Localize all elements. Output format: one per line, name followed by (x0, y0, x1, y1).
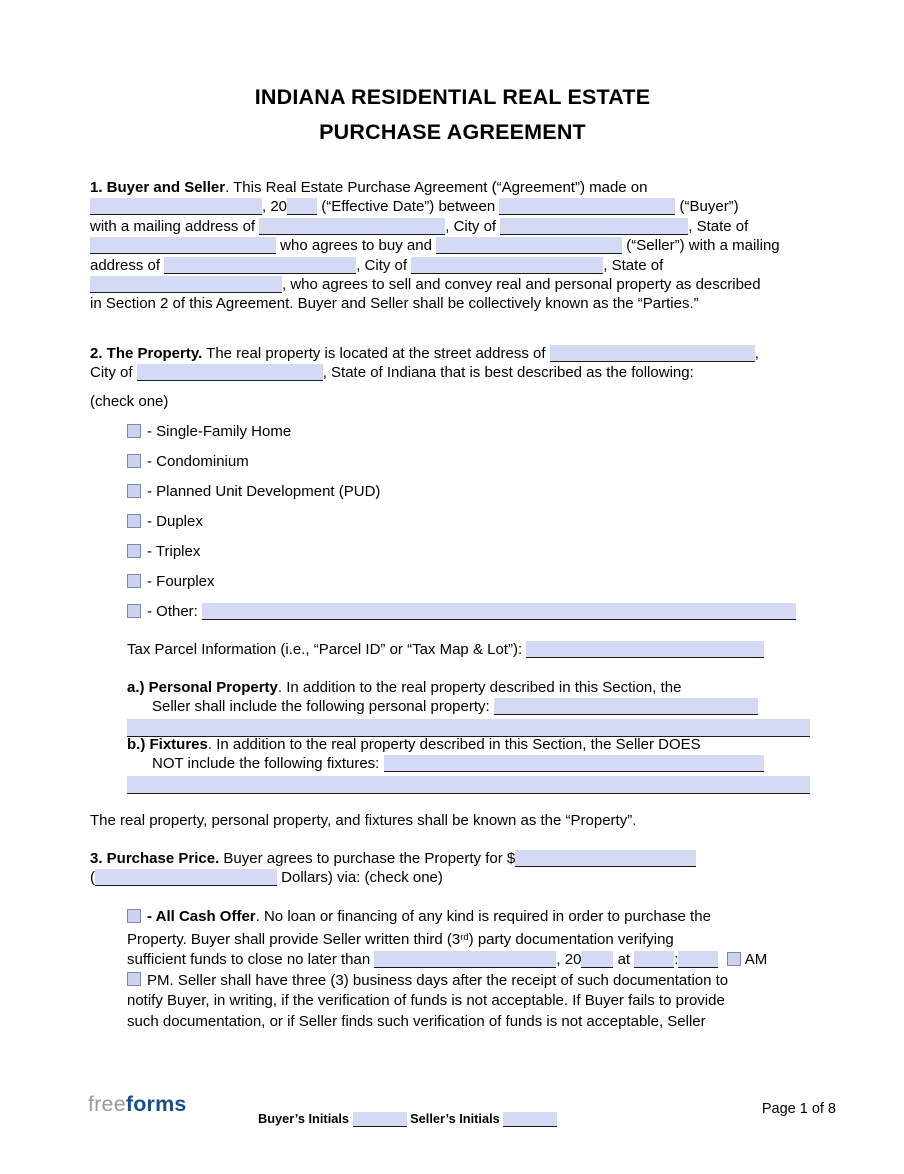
all-cash-offer-checkbox[interactable] (127, 909, 141, 923)
purchase-price-words-field[interactable] (95, 869, 277, 886)
buyer-city-field[interactable] (500, 218, 688, 235)
text-segment: (“Effective Date”) between (317, 198, 500, 216)
triplex-checkbox[interactable] (127, 544, 141, 558)
funds-deadline-hour-field[interactable] (634, 951, 674, 968)
buyer-name-field[interactable] (499, 198, 675, 215)
property-type-label: - Planned Unit Development (PUD) (147, 483, 381, 500)
logo-forms-text: forms (125, 1092, 187, 1116)
text-segment: Dollars) via: (check one) (277, 869, 443, 887)
property-type-label: - Condominium (147, 453, 249, 470)
fixtures-field[interactable] (384, 755, 764, 772)
text-segment: , who agrees to sell and convey real and personal property as described (282, 276, 761, 294)
text-segment: notify Buyer, in writing, if the verification of funds is not acceptable. If Buyer fails to provide (127, 992, 725, 1010)
text-segment: . In addition to the real property described in this Section, the Seller DOES (207, 736, 701, 753)
funds-deadline-year-field[interactable] (581, 951, 613, 968)
buyers-initials-label: Buyer’s Initials (258, 1111, 353, 1126)
condominium-checkbox[interactable] (127, 454, 141, 468)
effective-date-field[interactable] (90, 198, 262, 215)
text-segment: (check one) (90, 393, 169, 410)
text-segment: NOT include the following fixtures: (152, 755, 384, 773)
all-cash-offer-paragraph (127, 907, 815, 1033)
property-type-row (127, 543, 815, 562)
buyers-initials-field[interactable] (353, 1112, 407, 1127)
section1-paragraph (90, 178, 815, 314)
text-segment: who agrees to buy and (276, 237, 437, 255)
fixtures-field-line2[interactable] (127, 776, 810, 794)
other-type-field[interactable] (202, 603, 796, 620)
property-type-label: - Triplex (147, 543, 201, 560)
personal-property-heading: a.) Personal Property (127, 679, 278, 696)
logo-free-text: free (88, 1092, 126, 1116)
text-segment: , State of Indiana that is best described as the following: (322, 364, 694, 382)
property-type-list (127, 423, 815, 633)
text-segment: . This Real Estate Purchase Agreement (“Agreement”) made on (225, 179, 648, 196)
text-segment: , State of (603, 256, 664, 274)
text-segment: such documentation, or if Seller finds such verification of funds is not acceptable, Seller (127, 1012, 706, 1030)
property-type-row (127, 453, 815, 472)
text-segment: , State of (688, 217, 749, 235)
pm-checkbox[interactable] (127, 972, 141, 986)
document-title (90, 80, 815, 150)
text-segment: , City of (445, 217, 501, 235)
buyer-state-field[interactable] (90, 237, 276, 254)
text-segment: ) party documentation verifying (468, 930, 674, 948)
text-segment: (“Buyer”) (675, 198, 739, 216)
sellers-initials-label: Seller’s Initials (406, 1111, 504, 1126)
property-type-label: - Fourplex (147, 573, 215, 590)
text-segment: The real property, personal property, and fixtures shall be known as the “Property”. (90, 812, 637, 829)
ordinal-superscript: rd (460, 931, 469, 943)
single-family-home-checkbox[interactable] (127, 424, 141, 438)
other-label: - Other: (147, 603, 203, 620)
property-type-row (127, 603, 815, 622)
text-segment: , City of (356, 256, 412, 274)
text-segment: (“Seller”) with a mailing (622, 237, 780, 255)
text-segment: . In addition to the real property described in this Section, the (277, 679, 682, 696)
title-line1: INDIANA RESIDENTIAL REAL ESTATE (254, 85, 651, 109)
text-segment: Buyer agrees to purchase the Property for $ (219, 850, 516, 867)
text-segment: Property. Buyer shall provide Seller written third (3 (127, 930, 461, 948)
text-segment: address of (90, 256, 165, 274)
text-segment: : (674, 951, 679, 969)
seller-name-field[interactable] (436, 237, 622, 254)
property-type-row (127, 573, 815, 592)
all-cash-offer-heading: - All Cash Offer (147, 908, 256, 925)
section2-paragraph (90, 344, 815, 383)
funds-deadline-date-field[interactable] (374, 951, 556, 968)
property-type-label: - Single-Family Home (147, 423, 292, 440)
purchase-price-field[interactable] (515, 850, 696, 867)
text-segment: in Section 2 of this Agreement. Buyer and Seller shall be collectively known as the “Parties.” (90, 295, 699, 313)
text-segment: , 20 (262, 198, 288, 216)
section2-heading: 2. The Property. (90, 345, 203, 362)
title-line2: PURCHASE AGREEMENT (319, 120, 586, 144)
tax-parcel-line (127, 640, 815, 659)
am-checkbox[interactable] (727, 952, 741, 966)
fixtures-heading: b.) Fixtures (127, 736, 208, 753)
fourplex-checkbox[interactable] (127, 574, 141, 588)
text-segment: ( (90, 869, 95, 887)
section3-paragraph (90, 849, 815, 888)
other-checkbox[interactable] (127, 604, 141, 618)
fixtures-subsection (127, 735, 810, 794)
property-type-row (127, 513, 815, 532)
property-city-field[interactable] (137, 364, 323, 381)
property-note (90, 811, 815, 830)
am-label: AM (741, 951, 768, 969)
buyer-address-field[interactable] (259, 218, 445, 235)
property-type-row (127, 483, 815, 502)
section3-heading: 3. Purchase Price. (90, 850, 220, 867)
seller-city-field[interactable] (411, 257, 603, 274)
text-segment: The real property is located at the street address of (202, 345, 550, 362)
seller-state-field[interactable] (90, 276, 282, 293)
text-segment: with a mailing address of (90, 217, 260, 235)
property-street-address-field[interactable] (550, 345, 755, 362)
text-segment: , (754, 345, 759, 362)
text-segment: sufficient funds to close no later than (127, 951, 375, 969)
page-number: Page 1 of 8 (761, 1101, 836, 1117)
text-segment: PM. Seller shall have three (3) business days after the receipt of such documentation to (147, 971, 729, 989)
property-type-label: - Duplex (147, 513, 203, 530)
personal-property-subsection (127, 678, 810, 737)
text-segment: Seller shall include the following personal property: (152, 698, 494, 716)
seller-address-field[interactable] (164, 257, 356, 274)
property-type-row (127, 423, 815, 442)
text-segment: . No loan or financing of any kind is required in order to purchase the (255, 908, 711, 925)
duplex-checkbox[interactable] (127, 514, 141, 528)
pud-checkbox[interactable] (127, 484, 141, 498)
tax-parcel-label: Tax Parcel Information (i.e., “Parcel ID” or “Tax Map & Lot”): (127, 641, 527, 658)
text-segment: , 20 (556, 951, 582, 969)
funds-deadline-minute-field[interactable] (678, 951, 718, 968)
freeforms-logo (88, 1092, 187, 1117)
tax-parcel-field[interactable] (526, 641, 764, 658)
sellers-initials-field[interactable] (503, 1112, 557, 1127)
initials-footer (258, 1111, 557, 1127)
effective-year-field[interactable] (287, 198, 317, 215)
text-segment: at (613, 951, 635, 969)
section1-heading: 1. Buyer and Seller (90, 179, 226, 196)
personal-property-field[interactable] (494, 698, 758, 715)
text-segment: City of (90, 364, 137, 382)
check-one-label (90, 392, 815, 411)
